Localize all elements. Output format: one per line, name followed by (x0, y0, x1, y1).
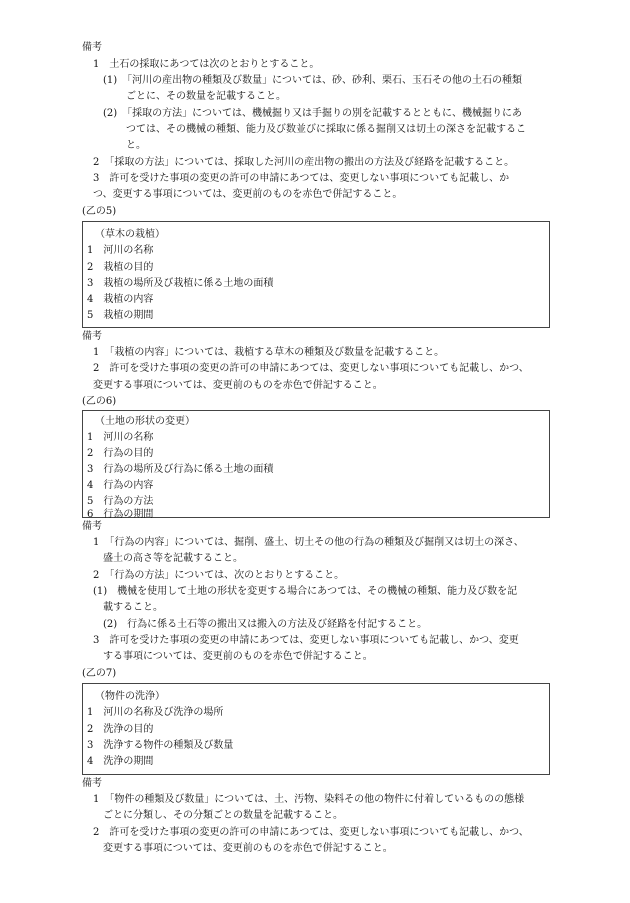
remark-line: と。 (126, 140, 146, 151)
form-item: 3 行為の場所及び行為に係る土地の面積 (87, 464, 274, 475)
remark-line: 盛土の高さ等を記載すること。 (103, 553, 243, 564)
remark-line: (2) 「採取の方法」については、機械掘り又は手掘りの別を記載するとともに、機械掘りにあ (103, 108, 522, 119)
form-item: 3 栽植の場所及び栽植に係る土地の面積 (87, 278, 274, 289)
remark-line: ごとに、その数量を記載すること。 (126, 91, 286, 102)
box-title: （物件の洗浄） (95, 691, 165, 702)
remark-line: つては、その機械の種類、能力及び数並びに採取に係る掘削又は切土の深さを記載するこ (126, 124, 526, 135)
remark-line: (2) 行為に係る土石等の搬出又は搬入の方法及び経路を付記すること。 (103, 619, 428, 630)
remark-line: ごとに分類し、その分類ごとの数量を記載すること。 (103, 810, 343, 821)
remark-line: つ、変更する事項については、変更前のものを赤色で併記すること。 (93, 189, 403, 200)
box-title: （土地の形状の変更） (95, 416, 195, 427)
form-item: 2 洗浄の目的 (87, 724, 154, 735)
remark-line: する事項については、変更前のものを赤色で併記すること。 (103, 651, 373, 662)
remark-line: 2 「採取の方法」については、採取した河川の産出物の搬出の方法及び経路を記載すること。 (93, 157, 515, 168)
remark-line: 3 許可を受けた事項の変更の許可の申請にあつては、変更しない事項についても記載し、か (93, 173, 510, 184)
remark-line: (1) 機械を使用して土地の形状を変更する場合にあつては、その機械の種類、能力及び数を記 (93, 586, 518, 597)
remark-line: 2 許可を受けた事項の変更の許可の申請にあつては、変更しない事項についても記載し、かつ、 (93, 827, 529, 838)
form-label: (乙の6) (82, 396, 117, 407)
remark-line: 1 「物件の種類及び数量」については、土、汚物、染料その他の物件に付着しているものの態様 (93, 794, 525, 805)
remark-line: 3 許可を受けた事項の変更の申請にあつては、変更しない事項についても記載し、かつ、変更 (93, 635, 519, 646)
form-item: 4 洗浄の期間 (87, 756, 154, 767)
remark-line: 2 許可を受けた事項の変更の許可の申請にあつては、変更しない事項についても記載し、かつ、 (93, 363, 529, 374)
remarks-heading: 備考 (82, 331, 102, 342)
remark-line: 2 「行為の方法」については、次のとおりとすること。 (93, 570, 345, 581)
form-item: 1 河川の名称 (87, 245, 154, 256)
remark-line: 1 「栽植の内容」については、栽植する草木の種類及び数量を記載すること。 (93, 347, 445, 358)
remark-line: 変更する事項については、変更前のものを赤色で併記すること。 (93, 380, 383, 391)
form-item: 4 行為の内容 (87, 480, 154, 491)
remark-line: 載すること。 (103, 602, 163, 613)
remarks-heading: 備考 (82, 42, 102, 53)
remark-line: 1 「行為の内容」については、掘削、盛土、切土その他の行為の種類及び掘削又は切土の深さ、 (93, 537, 524, 548)
remark-line: 変更する事項については、変更前のものを赤色で併記すること。 (103, 843, 393, 854)
remark-line: 1 土石の採取にあつては次のとおりとすること。 (93, 59, 320, 70)
remarks-heading: 備考 (82, 778, 102, 789)
remark-line: (1) 「河川の産出物の種類及び数量」については、砂、砂利、栗石、玉石その他の土石の種類 (103, 75, 522, 86)
form-box (82, 410, 550, 518)
form-item: 1 河川の名称及び洗浄の場所 (87, 707, 224, 718)
form-box (82, 221, 550, 328)
form-label: (乙の7) (82, 668, 117, 679)
form-item: 5 行為の方法 (87, 496, 154, 507)
form-item: 4 栽植の内容 (87, 294, 154, 305)
form-item: 5 栽植の期間 (87, 310, 154, 321)
form-item: 2 行為の目的 (87, 448, 154, 459)
form-item: 6 行為の期間 (87, 509, 154, 520)
remarks-heading: 備考 (82, 521, 102, 532)
form-item: 3 洗浄する物件の種類及び数量 (87, 740, 234, 751)
form-box (82, 683, 550, 775)
box-title: （草木の栽植） (95, 229, 165, 240)
form-item: 2 栽植の目的 (87, 262, 154, 273)
form-label: (乙の5) (82, 206, 117, 217)
form-item: 1 河川の名称 (87, 432, 154, 443)
